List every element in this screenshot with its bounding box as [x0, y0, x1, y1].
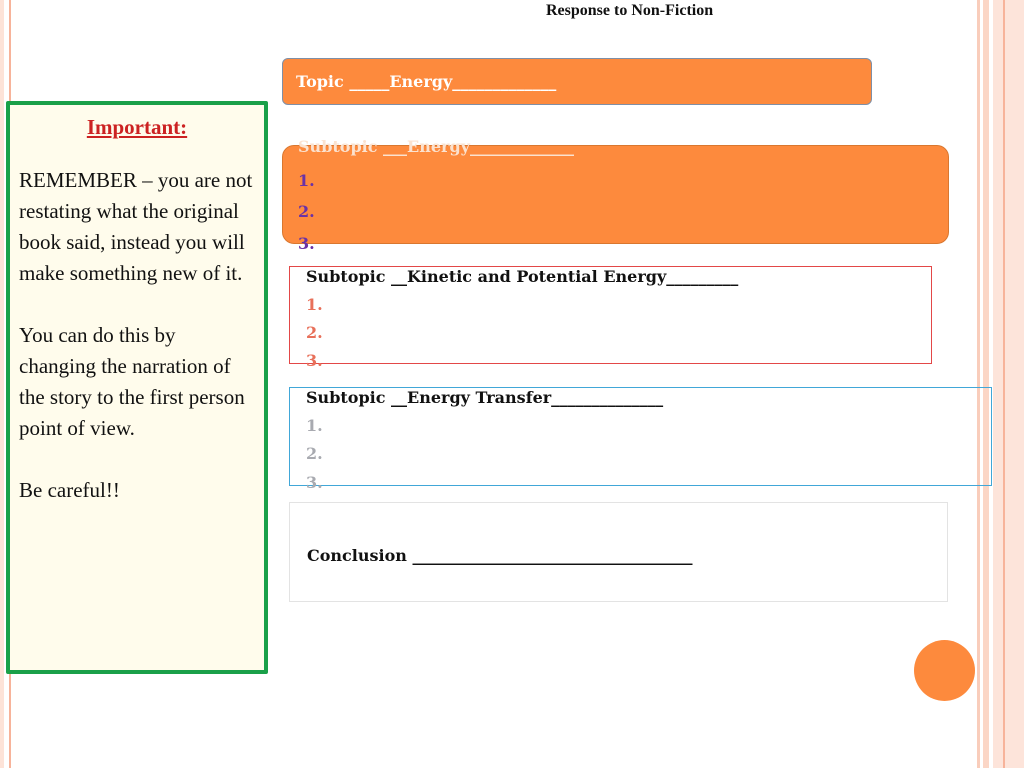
subtopic-energy-item-2: 2. [298, 202, 315, 221]
important-note-panel [6, 101, 268, 674]
subtopic-transfer-item-1: 1. [306, 416, 323, 435]
topic-label: Topic _____Energy_____________ [296, 72, 557, 91]
note-paragraph-narration: You can do this by changing the narration of the story to the first person point of view. [19, 323, 245, 440]
note-paragraph-be-careful: Be careful!! [19, 478, 120, 502]
important-heading: Important: [86, 115, 188, 139]
right-decor-stripe-2 [983, 0, 989, 768]
subtopic-energy-transfer-label: Subtopic __Energy Transfer______________ [306, 388, 664, 407]
left-decor-stripe [0, 0, 4, 768]
subtopic-transfer-item-2: 2. [306, 444, 323, 463]
conclusion-box[interactable] [289, 502, 948, 602]
conclusion-label: Conclusion ___________________________________ [307, 546, 693, 565]
subtopic-energy-label: Subtopic ___Energy_____________ [298, 137, 574, 156]
subtopic-kinetic-potential-box[interactable] [289, 266, 932, 370]
subtopic-kinetic-item-1: 1. [306, 295, 323, 314]
right-decor-stripe-3 [993, 0, 1024, 768]
subtopic-energy-box[interactable] [282, 137, 949, 253]
subtopic-kinetic-item-2: 2. [306, 323, 323, 342]
decorative-orange-circle [914, 640, 975, 701]
right-decor-line [1003, 0, 1005, 768]
slide-title: Response to Non-Fiction [546, 2, 714, 19]
topic-box[interactable] [282, 58, 872, 105]
subtopic-transfer-item-3: 3. [306, 473, 323, 492]
subtopic-kinetic-potential-label: Subtopic __Kinetic and Potential Energy_________ [306, 267, 739, 286]
subtopic-energy-item-1: 1. [298, 171, 315, 190]
right-decor-stripe-1 [977, 0, 980, 768]
subtopic-energy-item-3: 3. [298, 234, 315, 253]
subtopic-kinetic-item-3: 3. [306, 351, 323, 370]
subtopic-energy-transfer-box[interactable] [289, 387, 992, 492]
note-paragraph-remember: REMEMBER – you are not restating what the original book said, instead you will make something new of it. [19, 168, 253, 285]
